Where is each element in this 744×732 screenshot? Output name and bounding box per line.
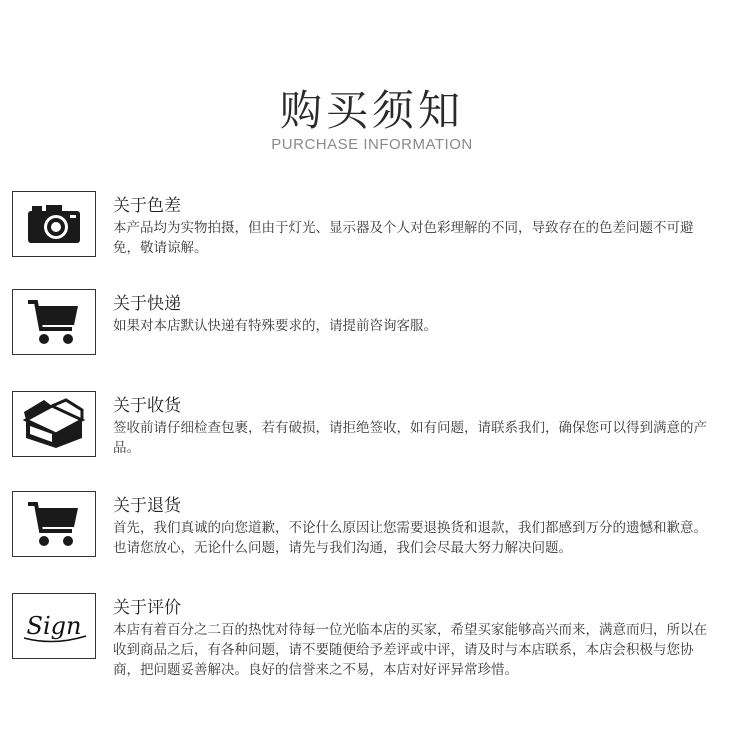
camera-icon-box	[12, 191, 96, 257]
item-title: 关于评价	[113, 598, 181, 618]
item-title: 关于收货	[113, 396, 181, 416]
item-body: 签收前请仔细检查包裹，若有破损，请拒绝签收，如有问题，请联系我们，确保您可以得到满意的产品。	[113, 420, 707, 456]
package-box-icon-box	[12, 391, 96, 457]
cart-return-icon	[26, 499, 82, 549]
cart-icon-box	[12, 289, 96, 355]
cart-return-icon-box	[12, 491, 96, 557]
item-title: 关于快递	[113, 294, 181, 314]
cart-icon	[26, 297, 82, 347]
item-body: 本店有着百分之二百的热忱对待每一位光临本店的买家，希望买家能够高兴而来，满意而归，所以在收到商品之后，有各种问题，请不要随便给予差评或中评，请及时与本店联系，本店会积极与您协商，把问题妥善解决。良好的信誉来之不易，本店对好评异常珍惜。	[113, 622, 707, 678]
item-body: 如果对本店默认快递有特殊要求的，请提前咨询客服。	[113, 318, 437, 334]
item-body: 首先，我们真诚的向您道歉，不论什么原因让您需要退换货和退款，我们都感到万分的遗憾和歉意。也请您放心，无论什么问题，请先与我们沟通，我们会尽最大努力解决问题。	[113, 520, 707, 556]
sign-icon	[16, 602, 92, 650]
page-title: 购买须知	[279, 86, 464, 135]
item-title: 关于退货	[113, 496, 181, 516]
item-body: 本产品均为实物拍摄，但由于灯光、显示器及个人对色彩理解的不同，导致存在的色差问题不可避免，敬请谅解。	[113, 220, 694, 256]
item-title: 关于色差	[113, 196, 181, 216]
camera-icon	[26, 203, 82, 245]
sign-icon-text: Sign	[26, 612, 82, 640]
package-box-icon	[22, 398, 86, 450]
page-subtitle: PURCHASE INFORMATION	[271, 136, 473, 153]
sign-icon-box	[12, 593, 96, 659]
